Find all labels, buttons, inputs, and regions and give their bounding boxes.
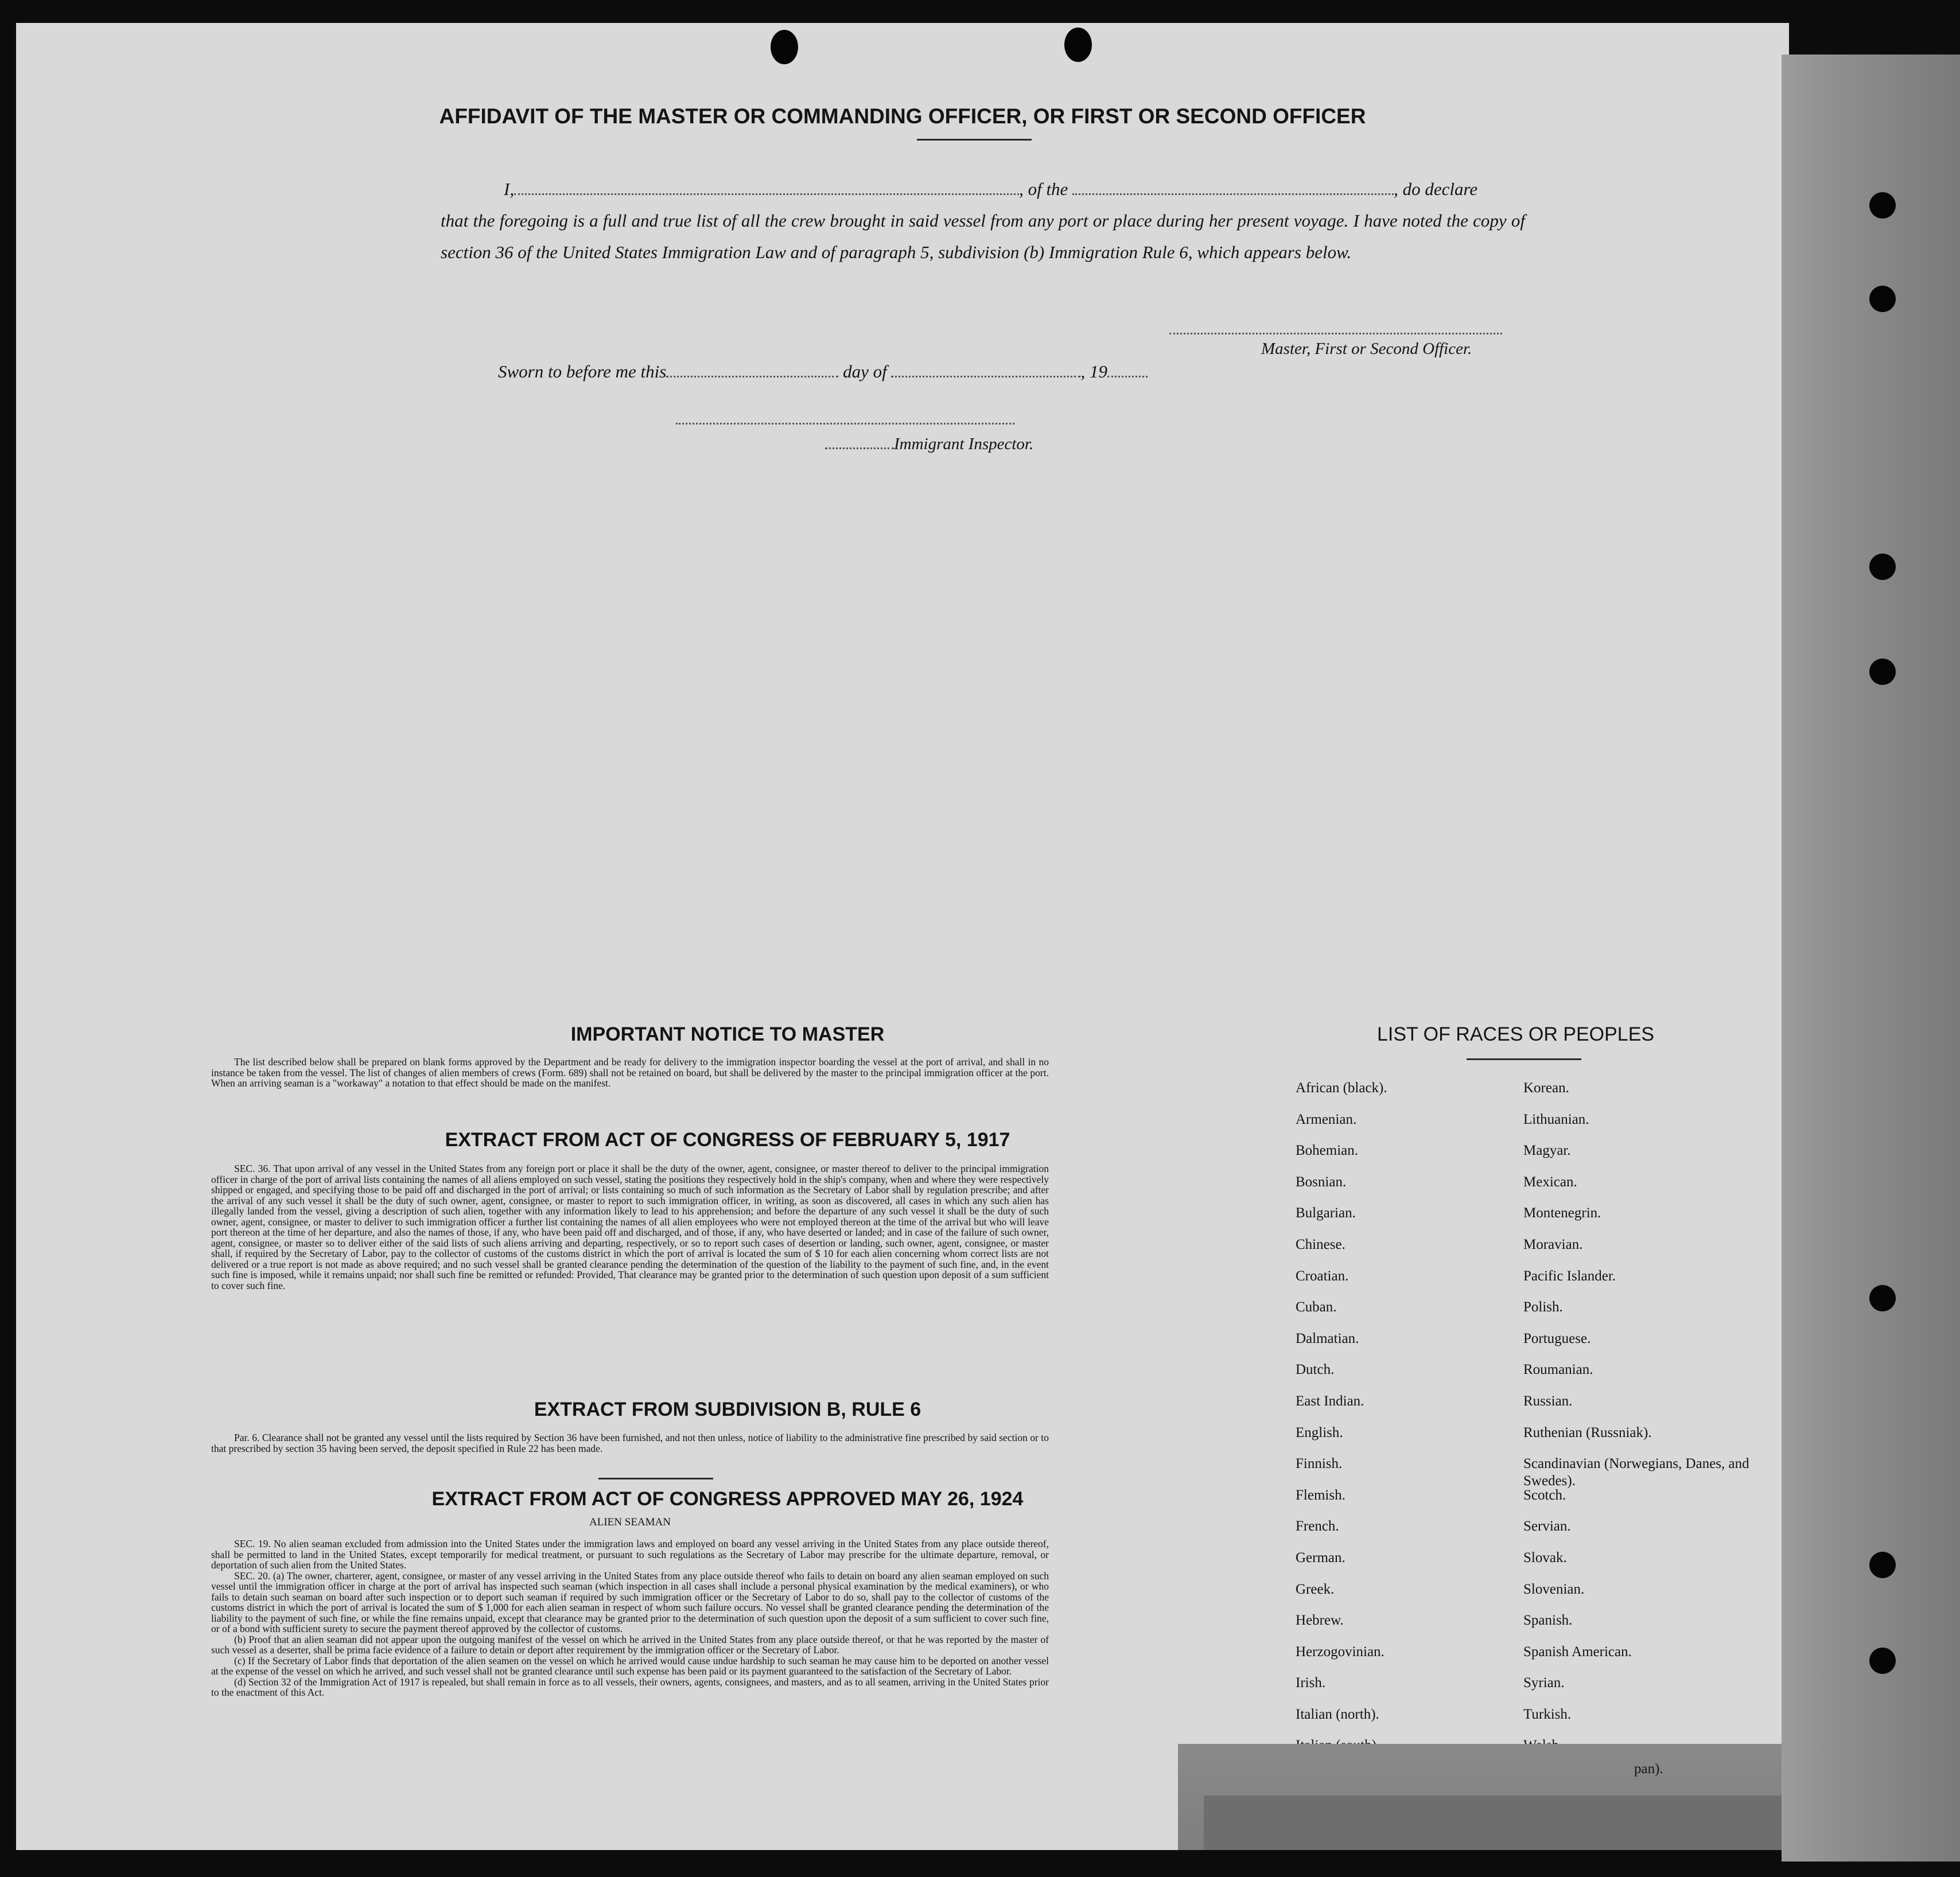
race-item: Lithuanian. bbox=[1523, 1111, 1589, 1127]
punch-hole bbox=[1869, 554, 1896, 580]
signature-line bbox=[1169, 333, 1502, 334]
declaration-text: that the foregoing is a full and true list of all the crew brought in said vessel from any port or place during her present voyage. I have noted the copy of section 36 of the United States Immigration Law and of paragraph 5, subdivision (b) Immigration Rule 6, which appears below. bbox=[441, 211, 1525, 262]
race-item: African (black). bbox=[1296, 1080, 1387, 1096]
declaration-i: I, bbox=[504, 179, 515, 199]
race-item: Greek. bbox=[1296, 1581, 1335, 1597]
race-item: Bulgarian. bbox=[1296, 1205, 1356, 1221]
punch-hole bbox=[1869, 659, 1896, 685]
master-label: Master, First or Second Officer. bbox=[1261, 340, 1472, 358]
notice-text: The list described below shall be prepared on blank forms approved by the Department and be ready for delivery to the immigration inspector boarding the vessel at the port of arrival, and shall in no instance be taken from the vessel. The list of changes of alien members of crews (Form. 689) shall not be retained on board, but shall be delivered by the master to the principal immigration officer at the port. When an arriving seaman is a "workaway" a notation to that effect should be made on the manifest. bbox=[211, 1056, 1049, 1089]
sec-20b: (b) Proof that an alien seaman did not appear upon the outgoing manifest of the vessel on which he arrived in the United States from any place outside thereof, or that he was reported by the master of such vessel as a deserter, shall be prima facie evidence of a failure to detain or deport after requirement by the immigration officer or the Secretary of Labor. bbox=[211, 1633, 1049, 1656]
race-item: Polish. bbox=[1523, 1299, 1563, 1315]
race-item: Irish. bbox=[1296, 1675, 1326, 1691]
sec-20c: (c) If the Secretary of Labor finds that deportation of the alien seamen on the vessel on which he arrived would cause undue hardship to such seaman he may cause him to be deported on another vessel at the expense of the vessel on which he arrived, and such vessel shall not be granted clearance until such expense has been paid or its payment guaranteed to the satisfaction of the Secretary of Labor. bbox=[211, 1654, 1049, 1677]
cut-off-entry: pan). bbox=[1634, 1761, 1663, 1777]
sec-20a: SEC. 20. (a) The owner, charterer, agent, consignee, or master of any vessel arriving in the United States from any place outside thereof who fails to detain on board any alien seaman employed on such vessel until the immigration officer in charge at the port of arrival has inspected such seaman (which inspection in all cases shall include a personal physical examination by the medical examiners), or who fails to detain such seaman on board after such inspection or to deport such seaman if required by such immigration officer or the Secretary of Labor to do so, shall pay to the collector of customs of the customs district in which the port of arrival is located the sum of $ 1,000 for each alien seaman in respect of whom such failure occurs. No vessel shall be granted clearance pending the determination of the liability to the payment of such fine, or while the fine remains unpaid, except that clearance may be granted prior to the determination of such question upon the deposit of a sum sufficient to cover such fine, or of a bond with sufficient surety to secure the payment thereof approved by the collector of customs. bbox=[211, 1570, 1049, 1634]
race-item: Montenegrin. bbox=[1523, 1205, 1601, 1221]
punch-hole bbox=[1869, 1552, 1896, 1578]
races-right-column bbox=[1523, 1080, 1776, 1769]
race-item: Spanish. bbox=[1523, 1613, 1573, 1629]
sec-20d: (d) Section 32 of the Immigration Act of 1917 is repealed, but shall remain in force as to all vessels, their owners, agents, consignees, and masters, and as to all seamen, arriving in the United States prior to the enactment of this Act. bbox=[211, 1676, 1049, 1698]
act-1924-text bbox=[211, 1539, 1049, 1698]
race-item: Slovenian. bbox=[1523, 1581, 1585, 1597]
sworn-line bbox=[498, 361, 1148, 382]
race-item: Portuguese. bbox=[1523, 1330, 1591, 1346]
race-item: Korean. bbox=[1523, 1080, 1569, 1096]
races-rule bbox=[1467, 1058, 1581, 1060]
punch-hole bbox=[1869, 286, 1896, 312]
race-item: Ruthenian (Russniak). bbox=[1523, 1424, 1652, 1440]
race-item: Hebrew. bbox=[1296, 1613, 1344, 1629]
race-item: Syrian. bbox=[1523, 1675, 1565, 1691]
rule6-heading: EXTRACT FROM SUBDIVISION B, RULE 6 bbox=[534, 1399, 921, 1420]
title-rule bbox=[917, 139, 1032, 141]
punch-hole bbox=[1869, 1648, 1896, 1674]
punch-hole bbox=[1869, 1285, 1896, 1311]
notice-heading: IMPORTANT NOTICE TO MASTER bbox=[570, 1023, 885, 1045]
race-item: Scandinavian (Norwegians, Danes, and Swedes). bbox=[1523, 1456, 1749, 1489]
race-item: French. bbox=[1296, 1518, 1339, 1535]
race-item: East Indian. bbox=[1296, 1393, 1364, 1409]
inspector-line bbox=[676, 423, 1014, 425]
race-item: Russian. bbox=[1523, 1393, 1573, 1409]
affidavit-body bbox=[441, 173, 1525, 268]
act-1924-heading: EXTRACT FROM ACT OF CONGRESS APPROVED MAY 26, 1924 bbox=[431, 1488, 1024, 1510]
race-item: Bosnian. bbox=[1296, 1174, 1347, 1190]
race-item: Croatian. bbox=[1296, 1268, 1349, 1284]
day-of-text: day of bbox=[843, 361, 887, 381]
race-item: Roumanian. bbox=[1523, 1362, 1593, 1378]
race-item: Chinese. bbox=[1296, 1236, 1345, 1252]
backing-sheet-edge bbox=[1782, 54, 1960, 1862]
race-item: Dutch. bbox=[1296, 1362, 1335, 1378]
race-item: Bohemian. bbox=[1296, 1143, 1359, 1159]
race-item: Finnish. bbox=[1296, 1456, 1343, 1472]
race-item: Mexican. bbox=[1523, 1174, 1577, 1190]
race-item: Armenian. bbox=[1296, 1111, 1357, 1127]
year-prefix: , 19 bbox=[1080, 361, 1107, 381]
races-heading: LIST OF RACES OR PEOPLES bbox=[1377, 1023, 1655, 1045]
race-item: Cuban. bbox=[1296, 1299, 1337, 1315]
document-page bbox=[16, 23, 1789, 1850]
binding-hole bbox=[1064, 28, 1092, 62]
race-item: English. bbox=[1296, 1424, 1343, 1440]
race-item: Turkish. bbox=[1523, 1706, 1572, 1722]
binding-hole bbox=[771, 30, 798, 64]
rule6-text: Par. 6. Clearance shall not be granted any vessel until the lists required by Section 36 have been furnished, and not then unless, notice of liability to the administrative fine prescribed by said section or to that prescribed by section 35 having been served, the deposit specified in Rule 22 has been made. bbox=[211, 1432, 1049, 1454]
race-item: Magyar. bbox=[1523, 1143, 1571, 1159]
inspector-label: Immigrant Inspector. bbox=[825, 435, 1033, 454]
race-item: Servian. bbox=[1523, 1518, 1571, 1535]
races-left-column bbox=[1296, 1080, 1514, 1769]
race-item: Moravian. bbox=[1523, 1236, 1583, 1252]
punch-hole bbox=[1869, 192, 1896, 219]
race-item: Dalmatian. bbox=[1296, 1330, 1359, 1346]
declaration-of-the: , of the bbox=[1019, 179, 1068, 199]
race-item: Italian (north). bbox=[1296, 1706, 1379, 1722]
rule6-rule bbox=[598, 1478, 713, 1479]
race-item: Spanish American. bbox=[1523, 1644, 1632, 1660]
race-item: Pacific Islander. bbox=[1523, 1268, 1616, 1284]
act-1917-text: SEC. 36. That upon arrival of any vessel in the United States from any foreign port or place it shall be the duty of the owner, agent, consignee, or master thereof to deliver to the principal immigration officer in charge of the port of arrival lists containing the names of all aliens employed on such vessel, stating the positions they respectively hold in the ship's company, when and where they were respectively shipped or engaged, and specifying those to be paid off and discharged in the port of arrival; or lists containing so much of such information as the Secretary of Labor shall by regulation prescribe; and after the arrival of any such vessel it shall be the duty of such owner, agent, consignee, or master to report to such immigration officer, in writing, as soon as discovered, all cases in which any such alien has illegally landed from the vessel, giving a description of such alien, together with any information likely to lead to his apprehension; and before the departure of any such vessel it shall be the duty of such owner, agent, consignee, or master to deliver to such immigration officer a further list containing the names of all alien employees who were not employed thereon at the time of the arrival but who will leave port thereon at the time of her departure, and also the names of those, if any, who have been paid off and discharged, and of those, if any, who have deserted or landed; and in case of the failure of such owner, agent, consignee, or master so to deliver either of the said lists of such aliens arriving and departing, respectively, or so to report such cases of desertion or landing, such owner, agent, consignee, or master shall, if required by the Secretary of Labor, pay to the collector of customs of the customs district in which the port of arrival is located the sum of $ 10 for each alien concerning whom correct lists are not delivered or a true report is not made as above required; and no such vessel shall be granted clearance pending the determination of the question of the liability to the payment of such fine, and, in the event such fine is imposed, while it remains unpaid; nor shall such fine be remitted or refunded: Provided, That clearance may be granted prior to the determination of such question upon deposit of a sum sufficient to cover such fine. bbox=[211, 1163, 1049, 1291]
sec-19: SEC. 19. No alien seaman excluded from admission into the United States under the immigration laws and employed on board any vessel arriving in the United States from any place outside thereof, shall be permitted to land in the United States, except temporarily for medical treatment, or pursuant to such regulations as the Secretary of Labor may prescribe for the ultimate departure, removal, or deportation of such alien from the United States. bbox=[211, 1538, 1049, 1571]
race-item: Scotch. bbox=[1523, 1487, 1566, 1503]
race-item: Slovak. bbox=[1523, 1549, 1567, 1566]
race-item: Flemish. bbox=[1296, 1487, 1345, 1503]
declaration-do-declare: , do declare bbox=[1394, 179, 1478, 199]
alien-seaman-subheading: ALIEN SEAMAN bbox=[589, 1516, 671, 1528]
affidavit-title: AFFIDAVIT OF THE MASTER OR COMMANDING OFFICER, OR FIRST OR SECOND OFFICER bbox=[439, 104, 1366, 128]
sworn-text: Sworn to before me this bbox=[498, 361, 667, 381]
act-1917-heading: EXTRACT FROM ACT OF CONGRESS OF FEBRUARY 5, 1917 bbox=[445, 1129, 1010, 1151]
race-item: German. bbox=[1296, 1549, 1345, 1566]
scan-shadow-dark bbox=[1204, 1796, 1789, 1850]
race-item: Herzogovinian. bbox=[1296, 1644, 1385, 1660]
